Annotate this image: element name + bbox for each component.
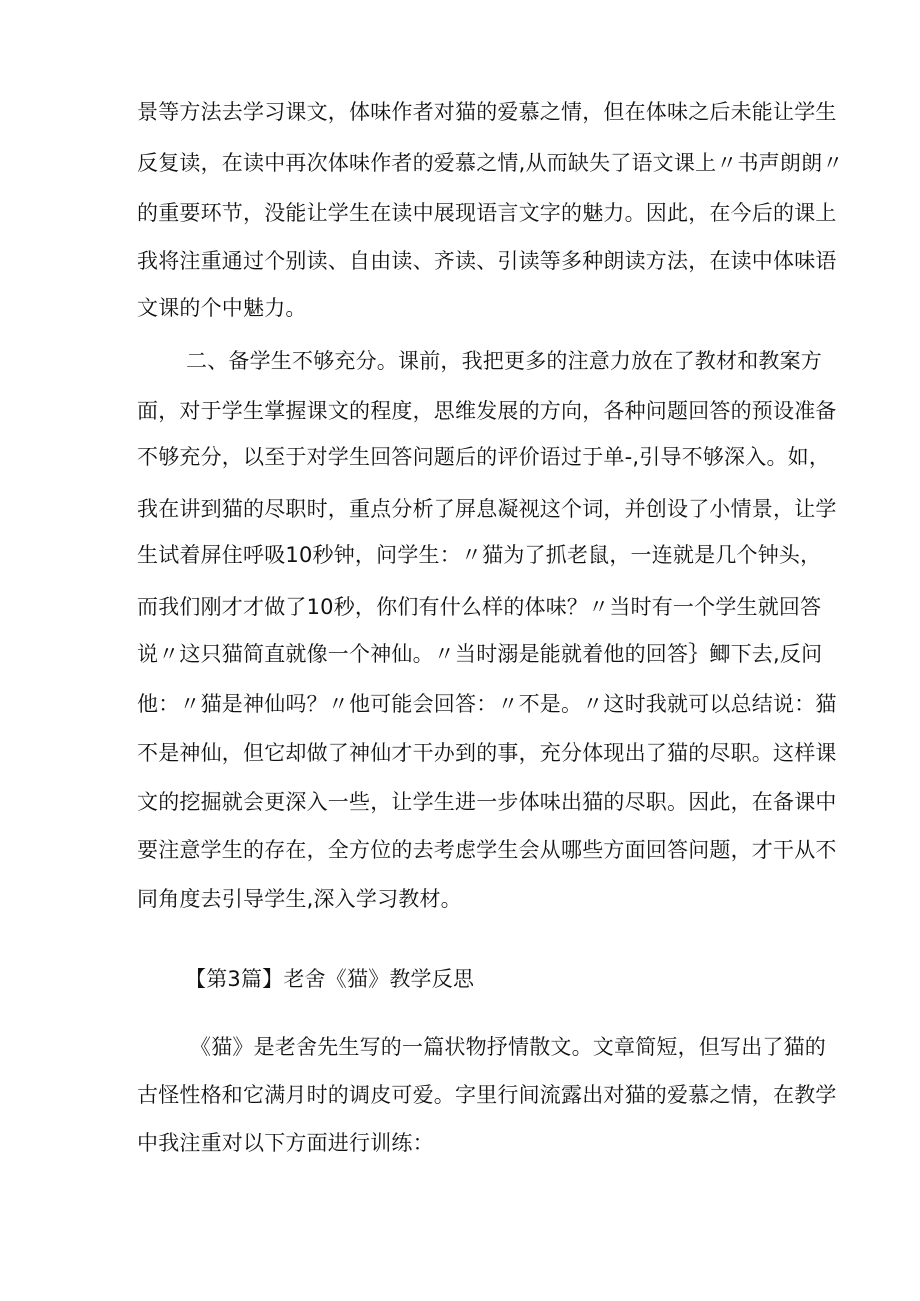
paragraph-1-line-3: 的重要环节，没能让学生在读中展现语言文字的魅力。因此，在今后的课上 [137,201,837,225]
paragraph-2-line-9: 不是神仙，但它却做了神仙才干办到的事，充分体现出了猫的尽职。这样课 [137,741,837,765]
section-heading: 【第3篇】老舍《猫》教学反思 [185,967,475,991]
paragraph-3-line-3: 中我注重对以下方面进行训练： [137,1131,434,1155]
paragraph-2-line-2: 面，对于学生掌握课文的程度，思维发展的方向，各种问题回答的预设准备 [137,399,837,423]
paragraph-1-line-2: 反复读，在读中再次体味作者的爱慕之情,从而缺失了语文课上〃书声朗朗〃 [137,151,844,175]
paragraph-3-line-1: 《猫》是老舍先生写的一篇状物抒情散文。文章简短，但写出了猫的 [190,1035,826,1059]
paragraph-2-line-1: 二、备学生不够充分。课前，我把更多的注意力放在了教材和教案方 [186,349,822,373]
paragraph-2-line-5: 生试着屏住呼吸10秒钟，问学生：〃猫为了抓老鼠，一连就是几个钟头， [137,543,822,567]
paragraph-2-line-3: 不够充分，以至于对学生回答问题后的评价语过于单-,引导不够深入。如， [137,445,831,469]
paragraph-2-line-11: 要注意学生的存在，全方位的去考虑学生会从哪些方面回答问题，才干从不 [137,838,837,862]
paragraph-2-line-8: 他：〃猫是神仙吗？〃他可能会回答：〃不是。〃这时我就可以总结说：猫 [137,692,837,716]
paragraph-3-line-2: 古怪性格和它满月时的调皮可爱。字里行间流露出对猫的爱慕之情，在教学 [137,1083,837,1107]
paragraph-2-line-12: 同角度去引导学生,深入学习教材。 [137,887,462,911]
paragraph-1-line-1: 景等方法去学习课文，体味作者对猫的爱慕之情，但在体味之后未能让学生 [137,100,837,124]
paragraph-2-line-7: 说〃这只猫简直就像一个神仙。〃当时溺是能就着他的回答｝鲫下去,反问 [137,642,823,666]
paragraph-1-line-5: 文课的个中魅力。 [137,296,307,320]
paragraph-2-line-10: 文的挖掘就会更深入一些，让学生进一步体味出猫的尽职。因此，在备课中 [137,790,837,814]
paragraph-2-line-6: 而我们刚才才做了10秒，你们有什么样的体味？〃当时有一个学生就回答 [137,595,822,619]
paragraph-1-line-4: 我将注重通过个别读、自由读、齐读、引读等多种朗读方法，在读中体味语 [137,249,837,273]
paragraph-2-line-4: 我在讲到猫的尽职时，重点分析了屏息凝视这个词，并创设了小情景，让学 [137,497,837,521]
